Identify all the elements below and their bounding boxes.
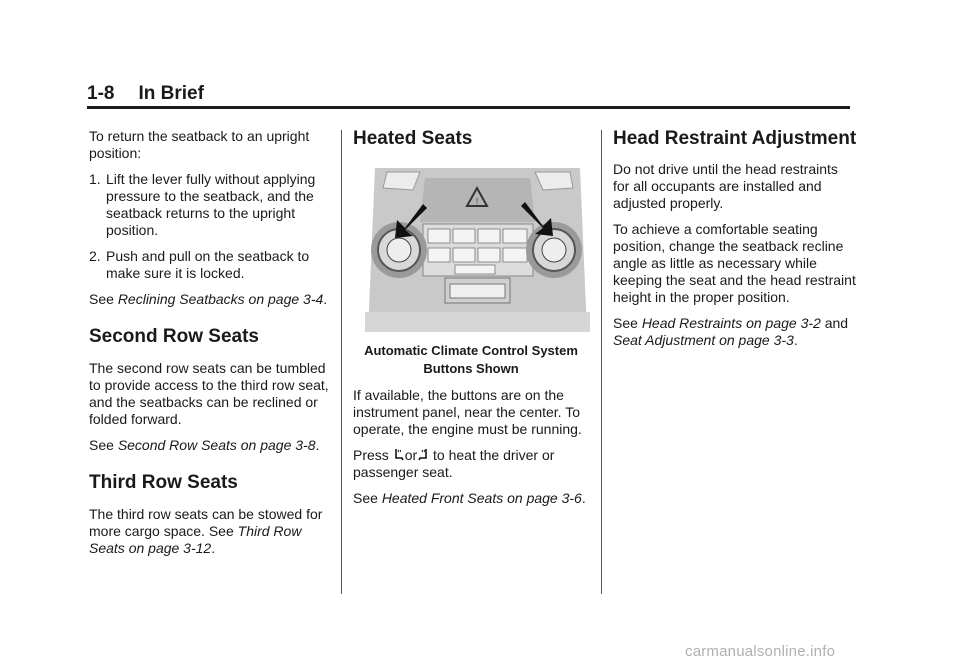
paragraph: The second row seats can be tumbled to provide access to the third row seat, and the seatbacks can be reclined or folded forward. — [89, 360, 329, 427]
see-suffix: . — [793, 332, 798, 348]
column-3 — [613, 128, 858, 358]
press-instruction — [353, 447, 589, 481]
see-prefix: See — [89, 437, 118, 453]
paragraph: If available, the buttons are on the instrument panel, near the center. To operate, the engine must be running. — [353, 387, 582, 437]
see-prefix: See — [613, 315, 642, 331]
column-divider-2 — [601, 130, 602, 594]
list-item — [89, 248, 331, 282]
see-reference — [353, 490, 589, 507]
figure-caption: Automatic Climate Control System Buttons Shown — [364, 343, 578, 376]
cross-reference-link[interactable]: Seat Adjustment on page 3-3 — [613, 332, 794, 348]
press-or: or — [404, 447, 418, 463]
step-number: 1. — [89, 171, 101, 187]
see-suffix: . — [581, 490, 586, 506]
svg-text:!: ! — [475, 197, 479, 206]
see-suffix: . — [211, 540, 216, 556]
passenger-heated-seat-icon — [418, 448, 428, 461]
heading-head-restraint-adjustment: Head Restraint Adjustment — [613, 128, 857, 149]
see-reference — [613, 315, 858, 349]
column-divider-1 — [341, 130, 342, 594]
step-text: Push and pull on the seatback to make sure it is locked. — [106, 248, 310, 281]
paragraph — [89, 506, 331, 557]
paragraph: Do not drive until the head restraints for all occupants are installed and adjusted properly. — [613, 161, 838, 211]
cross-reference-link[interactable]: Reclining Seatbacks on page 3-4 — [117, 291, 324, 307]
see-and: and — [820, 315, 849, 331]
heading-heated-seats: Heated Seats — [353, 128, 473, 149]
step-text: Lift the lever fully without applying pressure to the seatback, and the seatback returns to the upright position. — [106, 171, 316, 238]
heading-second-row-seats: Second Row Seats — [89, 326, 259, 347]
watermark: carmanualsonline.info — [685, 643, 836, 660]
cross-reference-link[interactable]: Heated Front Seats on page 3-6 — [381, 490, 582, 506]
paragraph-text: The third row seats can be stowed for more cargo space. See — [89, 506, 323, 539]
see-suffix: . — [323, 291, 328, 307]
see-reference — [89, 437, 331, 454]
column-1 — [89, 128, 331, 566]
climate-control-illustration — [365, 162, 590, 332]
heading-third-row-seats: Third Row Seats — [89, 472, 238, 493]
column-2 — [353, 128, 589, 516]
cross-reference-link[interactable]: Head Restraints on page 3-2 — [641, 315, 821, 331]
cross-reference-link[interactable]: Second Row Seats on page 3-8 — [117, 437, 316, 453]
press-suffix: to heat the driver or passenger seat. — [353, 447, 555, 480]
page-number: 1-8 — [87, 83, 115, 104]
see-reference — [89, 291, 331, 308]
step-number: 2. — [89, 248, 101, 264]
section-title: In Brief — [138, 83, 204, 104]
paragraph: To achieve a comfortable seating position, change the seatback recline angle as little as necessary while keeping the seat and the head restraint height in the proper position. — [613, 221, 856, 305]
page-header — [87, 80, 850, 109]
press-prefix: Press — [353, 447, 389, 463]
see-prefix: See — [353, 490, 382, 506]
driver-heated-seat-icon — [394, 448, 404, 461]
see-suffix: . — [315, 437, 320, 453]
see-prefix: See — [89, 291, 118, 307]
cross-reference-link[interactable]: Third Row Seats on page 3-12 — [89, 523, 302, 556]
list-item — [89, 171, 331, 239]
intro-paragraph: To return the seatback to an upright position: — [89, 128, 310, 161]
